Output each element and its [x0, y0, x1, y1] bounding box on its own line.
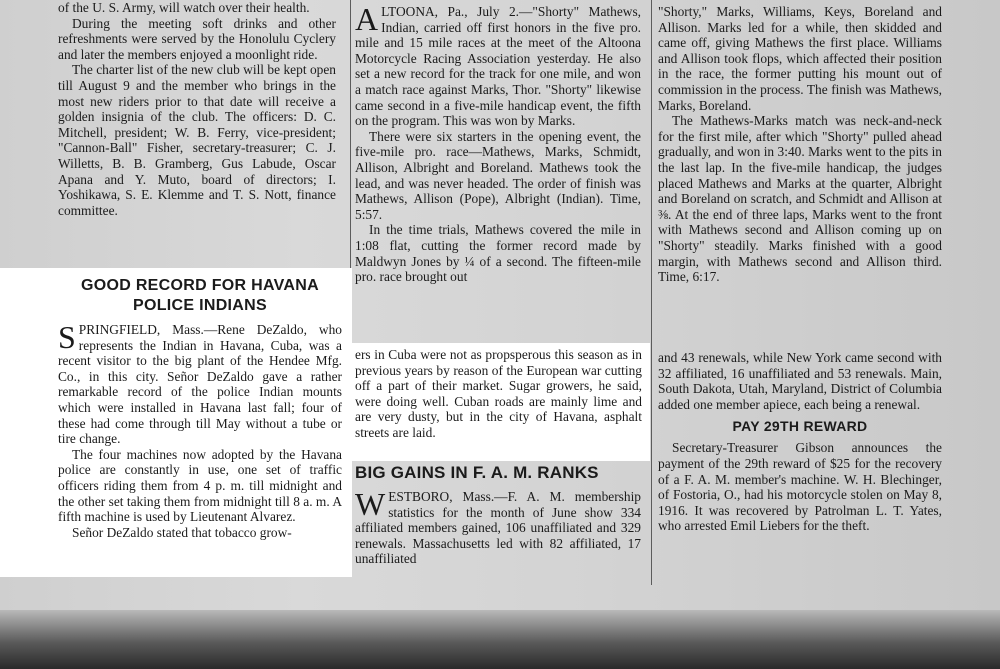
column-1-top [58, 0, 336, 268]
text-paragraph: "Shorty," Marks, Williams, Keys, Boreland and Allison. Marks led for a while, then skidded and came off, giving Mathews the first place. Williams and Allison took flops, which affected their position in the race, the former putting his mount out of commission in the process. The finish was Mathews, Marks, Boreland. [658, 4, 942, 113]
text-paragraph: Secretary-Treasurer Gibson announces the payment of the 29th reward of $25 for the recovery of a F. A. M. member's machine. W. H. Blechinger, of Fostoria, O., had his motorcycle stolen on May 8, 1916. It was recovered by Patrolman L. T. Yates, who arrested Emil Liebers for the theft. [658, 440, 942, 534]
column-rule [651, 0, 652, 585]
page-bottom-shadow [0, 610, 1000, 669]
text-paragraph: The charter list of the new club will be kept open till August 9 and the member who brings in the most new riders prior to that date will receive a golden insignia of the club. The officers: D. C. Mitchell, president; W. B. Ferry, vice-president; "Cannon-Ball" Fisher, secretary-treasurer; C. J. Willetts, B. B. Gramberg, Gus Labude, Oscar Apana and Y. Muto, board of directors; I. Yoshikawa, S. E. Klemme and T. S. Nott, finance committee. [58, 62, 336, 218]
reward-headline: PAY 29TH REWARD [732, 418, 868, 435]
havana-continuation [348, 343, 650, 461]
text-paragraph: There were six starters in the opening event, the five-mile pro. race—Mathews, Marks, Schmidt, Allison, Albright and Boreland. Mathews took the lead, and was never headed. The order of finish was Mathews, Allison (Pope), Albright (Indian). Time, 5:57. [355, 128, 641, 222]
havana-article [0, 268, 352, 577]
havana-headline: GOOD RECORD FOR HAVANA POLICE INDIANS [80, 277, 319, 314]
text-paragraph: In the time trials, Mathews covered the mile in 1:08 flat, cutting the former record made by Maldwyn Jones by ¼ of a second. The fifteen-mile pro. race brought out [355, 222, 641, 285]
text-paragraph: WESTBORO, Mass.—F. A. M. membership statistics for the month of June show 334 affiliated members gained, 106 unaffiliated and 329 renewals. Massachusetts led with 82 affiliated, 17 unaffiliated [355, 486, 641, 567]
column-3-lower [658, 350, 942, 582]
drop-cap: S [58, 319, 76, 355]
text-paragraph: The four machines now adopted by the Havana police are constantly in use, one set of traffic officers riding them from 4 p. m. till midnight and the other set taking them from midnight till 8 a. m. A fifth machine is used by Lieutenant Alvarez. [58, 446, 342, 525]
text-paragraph: and 43 renewals, while New York came second with 32 affiliated, 16 unaffiliated and 53 renewals. Main, South Dakota, Utah, Maryland, District of Columbia added one member apiece, each being a renewal. [658, 350, 942, 412]
text-paragraph: SPRINGFIELD, Mass.—Rene DeZaldo, who represents the Indian in Havana, Cuba, was a recent visitor to the big plant of the Hendee Mfg. Co., in this city. Señor DeZaldo gave a rather remarkable record of the police Indian mounts which were installed in Havana last fall; four of these had come through till May without a tube or tire change. [58, 319, 342, 447]
fam-article [355, 463, 641, 583]
column-rule [350, 0, 351, 268]
text-paragraph: ALTOONA, Pa., July 2.—"Shorty" Mathews, Indian, carried off first honors in the five pro. mile and 15 mile races at the meet of the Altoona Motorcycle Racing Association yesterday. He also set a new record for the track for one mile, and won a match race against Marks, Thor. "Shorty" likewise came second in a five-mile handicap event, the fifth on the program. This was won by Marks. [355, 4, 641, 129]
drop-cap: A [355, 4, 379, 37]
text-paragraph: of the U. S. Army, will watch over their health. [58, 0, 310, 15]
altoona-article [355, 4, 641, 340]
text-paragraph: The Mathews-Marks match was neck-and-neck for the first mile, after which "Shorty" pulled ahead gradually, and won in 3:40. Marks went to the pits in the last lap. In the five-mile handicap, the judges placed Mathews and Marks at the quarter, Albright and Boreland on scratch, and Schmidt and Allison at ⅜. At the end of three laps, Marks went to the front with Mathews second and Allison coming up on "Shorty" steadily. Marks finished with a good margin, with Mathews second and Allison third. Time, 6:17. [658, 113, 942, 285]
fam-headline: BIG GAINS IN F. A. M. RANKS [355, 463, 599, 482]
text-paragraph: During the meeting soft drinks and other refreshments were served by the Honolulu Cyclery and later the members enjoyed a moonlight ride. [58, 15, 336, 62]
altoona-continuation [658, 4, 942, 336]
text-paragraph: ers in Cuba were not as propsperous this season as in previous years by reason of the European war cutting off a part of their market. Sugar growers, he said, were doing well. Cuban roads are mainly lime and are very dusty, but in the city of Havana, asphalt streets are laid. [355, 347, 642, 440]
drop-cap: W [355, 486, 386, 522]
text-paragraph: Señor DeZaldo stated that tobacco grow- [72, 524, 292, 540]
